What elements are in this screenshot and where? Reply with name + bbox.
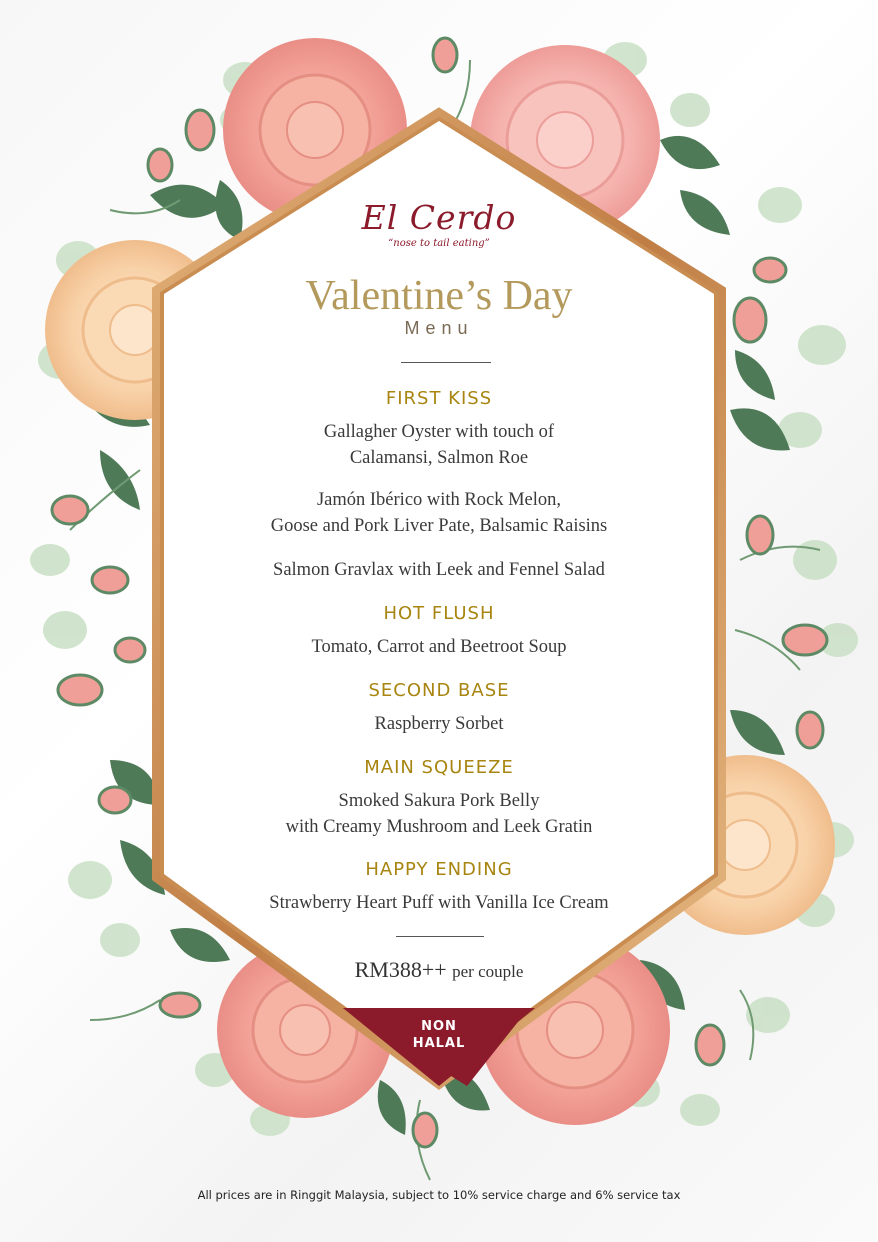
menu-item-line: Gallagher Oyster with touch of — [323, 422, 555, 442]
section-heading: SECOND BASE — [368, 680, 510, 701]
section-heading: HOT FLUSH — [383, 603, 495, 624]
non-halal-badge — [0, 1018, 878, 1052]
title-divider — [401, 362, 491, 363]
non-halal-line1: NON — [421, 1019, 457, 1034]
price — [0, 957, 878, 983]
footer-note: All prices are in Ringgit Malaysia, subject to 10% service charge and 6% service tax — [197, 1188, 681, 1202]
page-title: Valentine’s Day — [305, 273, 573, 319]
price-unit: per couple — [452, 962, 524, 981]
page-subtitle: Menu — [404, 318, 474, 338]
menu-item-line: Goose and Pork Liver Pate, Balsamic Raisins — [270, 516, 608, 536]
menu-item-line: Salmon Gravlax with Leek and Fennel Salad — [273, 560, 605, 580]
price-divider — [396, 936, 484, 937]
brand-logo: El Cerdo — [361, 198, 517, 237]
menu-item-line: Smoked Sakura Pork Belly — [338, 791, 540, 811]
menu-item-line: Jamón Ibérico with Rock Melon, — [316, 490, 562, 510]
section-heading: MAIN SQUEEZE — [364, 757, 514, 778]
section-heading: HAPPY ENDING — [365, 859, 513, 880]
section-heading: FIRST KISS — [385, 388, 493, 409]
menu-item-line: Calamansi, Salmon Roe — [349, 448, 529, 468]
menu-item-line: Tomato, Carrot and Beetroot Soup — [311, 637, 567, 657]
menu-item-line: with Creamy Mushroom and Leek Gratin — [285, 817, 593, 837]
non-halal-line2: HALAL — [412, 1036, 466, 1051]
brand-tagline: “nose to tail eating” — [388, 238, 490, 249]
menu-item-line: Strawberry Heart Puff with Vanilla Ice Cream — [269, 893, 609, 913]
menu-item-line: Raspberry Sorbet — [374, 714, 504, 734]
price-amount: RM388++ — [354, 957, 447, 982]
